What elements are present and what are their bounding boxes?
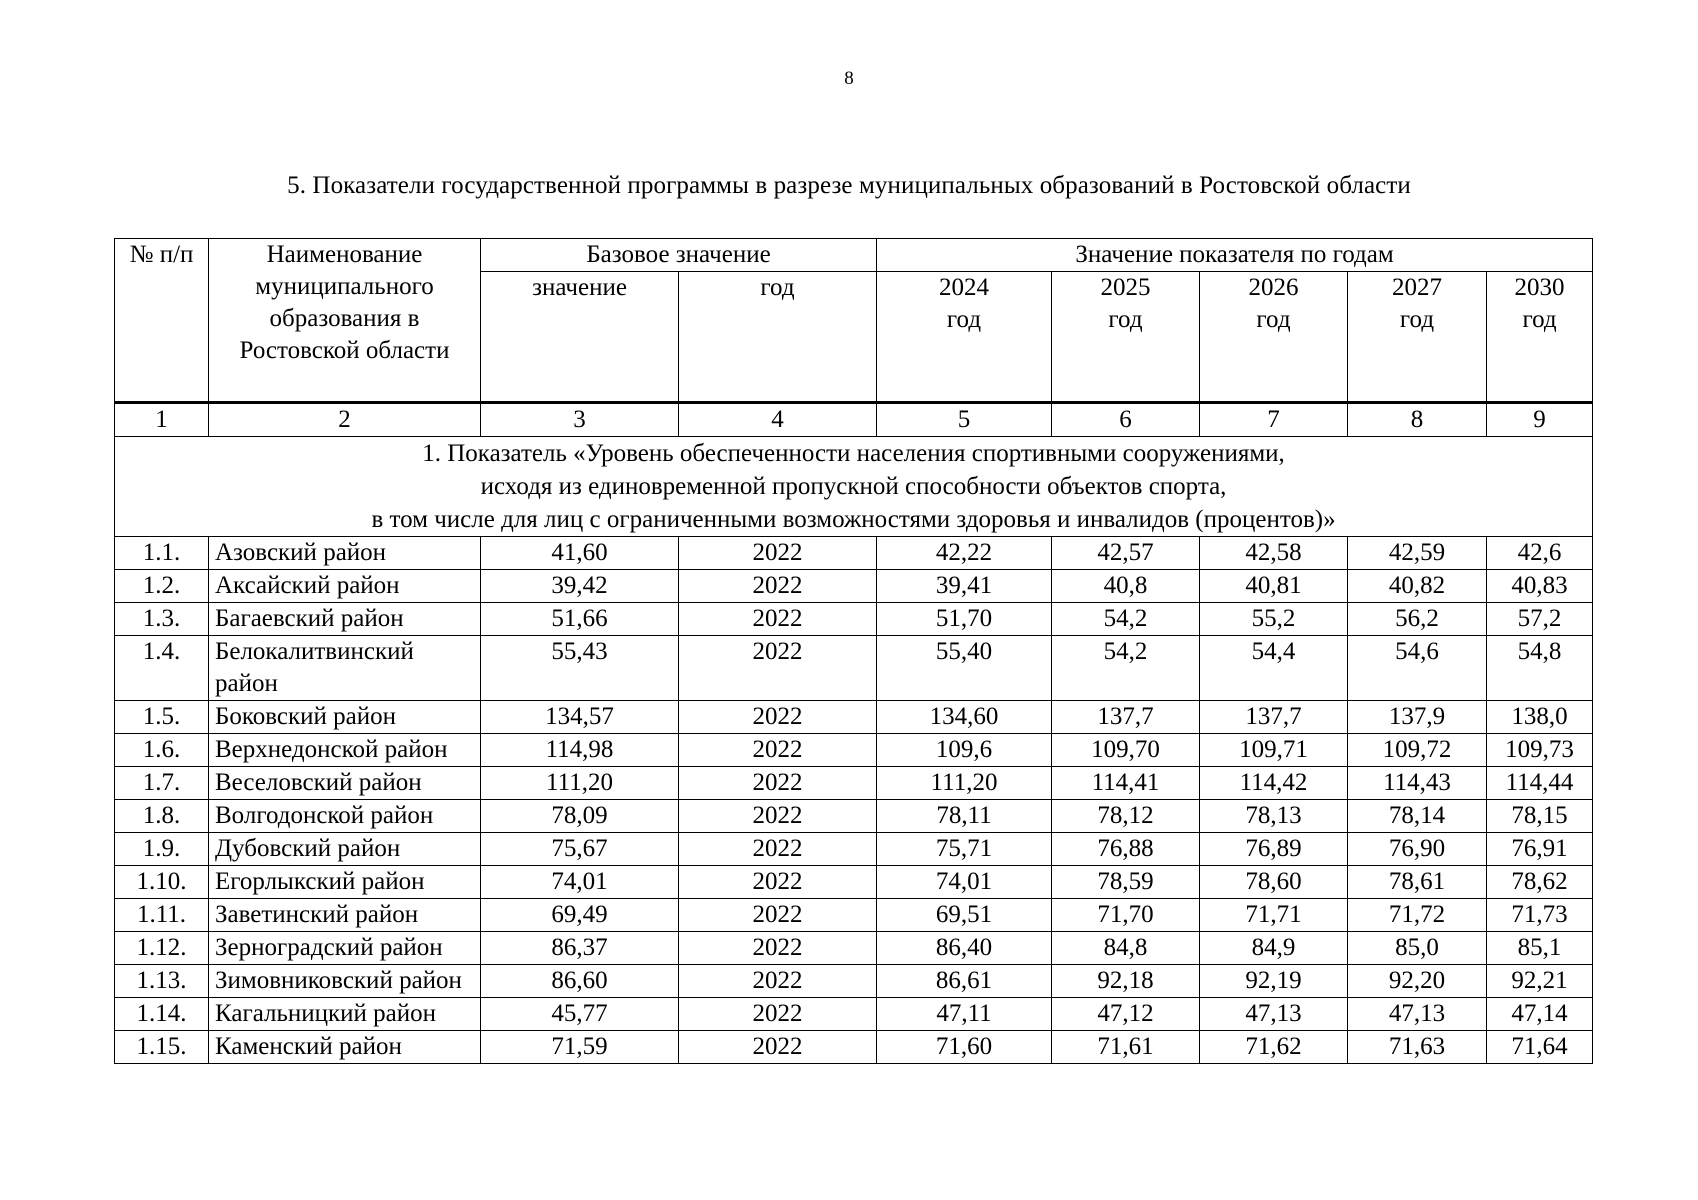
municipality-name: Верхнедонской район xyxy=(209,734,481,767)
table-row xyxy=(115,701,1593,734)
table-row xyxy=(115,833,1593,866)
value-2026: 109,71 xyxy=(1200,734,1348,767)
base-year: 2022 xyxy=(679,734,877,767)
value-2024: 86,61 xyxy=(877,965,1052,998)
municipality-name: Заветинский район xyxy=(209,899,481,932)
municipality-name: Дубовский район xyxy=(209,833,481,866)
value-2025: 78,59 xyxy=(1052,866,1200,899)
municipality-name: Каменский район xyxy=(209,1031,481,1064)
base-value: 51,66 xyxy=(481,603,679,636)
municipality-name: Боковский район xyxy=(209,701,481,734)
value-2027: 56,2 xyxy=(1348,603,1487,636)
table-row xyxy=(115,767,1593,800)
table-row xyxy=(115,636,1593,701)
value-2024: 69,51 xyxy=(877,899,1052,932)
header-year-col: 2025 год xyxy=(1052,272,1200,403)
value-2030: 92,21 xyxy=(1487,965,1593,998)
municipality-name: Веселовский район xyxy=(209,767,481,800)
base-value: 86,60 xyxy=(481,965,679,998)
table-row xyxy=(115,570,1593,603)
base-year: 2022 xyxy=(679,701,877,734)
table-body xyxy=(115,403,1593,537)
table-header xyxy=(115,239,1593,403)
value-2024: 55,40 xyxy=(877,636,1052,701)
column-number: 8 xyxy=(1348,403,1487,437)
value-2025: 47,12 xyxy=(1052,998,1200,1031)
row-number: 1.4. xyxy=(115,636,209,701)
table-row xyxy=(115,800,1593,833)
base-year: 2022 xyxy=(679,767,877,800)
base-year: 2022 xyxy=(679,899,877,932)
value-2025: 42,57 xyxy=(1052,537,1200,570)
row-number: 1.14. xyxy=(115,998,209,1031)
value-2025: 54,2 xyxy=(1052,636,1200,701)
base-value: 86,37 xyxy=(481,932,679,965)
value-2026: 137,7 xyxy=(1200,701,1348,734)
table-row xyxy=(115,1031,1593,1064)
value-2026: 92,19 xyxy=(1200,965,1348,998)
value-2026: 42,58 xyxy=(1200,537,1348,570)
column-number: 7 xyxy=(1200,403,1348,437)
base-year: 2022 xyxy=(679,866,877,899)
header-year-col: 2026 год xyxy=(1200,272,1348,403)
value-2025: 92,18 xyxy=(1052,965,1200,998)
base-value: 55,43 xyxy=(481,636,679,701)
value-2024: 42,22 xyxy=(877,537,1052,570)
municipality-name: Аксайский район xyxy=(209,570,481,603)
row-number: 1.11. xyxy=(115,899,209,932)
value-2030: 109,73 xyxy=(1487,734,1593,767)
base-year: 2022 xyxy=(679,965,877,998)
row-number: 1.1. xyxy=(115,537,209,570)
table-row xyxy=(115,899,1593,932)
base-year: 2022 xyxy=(679,636,877,701)
base-value: 45,77 xyxy=(481,998,679,1031)
value-2025: 84,8 xyxy=(1052,932,1200,965)
table-row xyxy=(115,537,1593,570)
value-2024: 74,01 xyxy=(877,866,1052,899)
municipality-name: Азовский район xyxy=(209,537,481,570)
page-number: 8 xyxy=(844,68,854,89)
value-2026: 71,71 xyxy=(1200,899,1348,932)
base-value: 75,67 xyxy=(481,833,679,866)
value-2030: 57,2 xyxy=(1487,603,1593,636)
value-2027: 54,6 xyxy=(1348,636,1487,701)
value-2026: 78,60 xyxy=(1200,866,1348,899)
table-row xyxy=(115,932,1593,965)
value-2030: 40,83 xyxy=(1487,570,1593,603)
municipality-name: Кагальницкий район xyxy=(209,998,481,1031)
value-2024: 71,60 xyxy=(877,1031,1052,1064)
section-heading-row xyxy=(115,437,1593,537)
municipality-name: Зерноградский район xyxy=(209,932,481,965)
value-2026: 71,62 xyxy=(1200,1031,1348,1064)
value-2026: 76,89 xyxy=(1200,833,1348,866)
section-heading-line: исходя из единовременной пропускной способности объектов спорта, xyxy=(480,473,1227,500)
section-heading-line: в том числе для лиц с ограниченными возможностями здоровья и инвалидов (процентов)» xyxy=(371,506,1336,533)
value-2030: 42,6 xyxy=(1487,537,1593,570)
value-2030: 78,15 xyxy=(1487,800,1593,833)
base-value: 111,20 xyxy=(481,767,679,800)
base-year: 2022 xyxy=(679,570,877,603)
value-2030: 138,0 xyxy=(1487,701,1593,734)
value-2030: 76,91 xyxy=(1487,833,1593,866)
row-number: 1.9. xyxy=(115,833,209,866)
value-2026: 84,9 xyxy=(1200,932,1348,965)
municipality-name: Волгодонской район xyxy=(209,800,481,833)
value-2030: 85,1 xyxy=(1487,932,1593,965)
column-number: 9 xyxy=(1487,403,1593,437)
value-2027: 76,90 xyxy=(1348,833,1487,866)
value-2024: 47,11 xyxy=(877,998,1052,1031)
header-base-year: год xyxy=(679,272,877,403)
row-number: 1.6. xyxy=(115,734,209,767)
base-value: 71,59 xyxy=(481,1031,679,1064)
value-2025: 40,8 xyxy=(1052,570,1200,603)
base-value: 69,49 xyxy=(481,899,679,932)
value-2030: 71,64 xyxy=(1487,1031,1593,1064)
value-2027: 92,20 xyxy=(1348,965,1487,998)
value-2026: 47,13 xyxy=(1200,998,1348,1031)
value-2030: 71,73 xyxy=(1487,899,1593,932)
header-year-col: 2030 год xyxy=(1487,272,1593,403)
table-row xyxy=(115,734,1593,767)
value-2027: 137,9 xyxy=(1348,701,1487,734)
value-2024: 39,41 xyxy=(877,570,1052,603)
value-2027: 71,72 xyxy=(1348,899,1487,932)
table-row xyxy=(115,603,1593,636)
municipality-name: Егорлыкский район xyxy=(209,866,481,899)
value-2026: 54,4 xyxy=(1200,636,1348,701)
base-value: 134,57 xyxy=(481,701,679,734)
value-2025: 71,70 xyxy=(1052,899,1200,932)
value-2025: 71,61 xyxy=(1052,1031,1200,1064)
value-2024: 109,6 xyxy=(877,734,1052,767)
municipality-name: Белокалитвинский район xyxy=(209,636,481,701)
base-year: 2022 xyxy=(679,833,877,866)
value-2027: 85,0 xyxy=(1348,932,1487,965)
header-year-col: 2024 год xyxy=(877,272,1052,403)
header-name: Наименование муниципального образования в Ростовской области xyxy=(209,239,481,403)
row-number: 1.10. xyxy=(115,866,209,899)
value-2030: 54,8 xyxy=(1487,636,1593,701)
value-2024: 78,11 xyxy=(877,800,1052,833)
base-value: 41,60 xyxy=(481,537,679,570)
value-2027: 78,61 xyxy=(1348,866,1487,899)
document-title: 5. Показатели государственной программы в разрезе муниципальных образований в Ростовской области xyxy=(287,172,1411,199)
table-row xyxy=(115,866,1593,899)
header-num: № п/п xyxy=(115,239,209,403)
section-heading xyxy=(115,437,1593,537)
header-base-group: Базовое значение xyxy=(481,239,877,272)
base-year: 2022 xyxy=(679,537,877,570)
value-2025: 76,88 xyxy=(1052,833,1200,866)
municipality-name: Багаевский район xyxy=(209,603,481,636)
column-number: 4 xyxy=(679,403,877,437)
row-number: 1.13. xyxy=(115,965,209,998)
value-2027: 42,59 xyxy=(1348,537,1487,570)
base-year: 2022 xyxy=(679,603,877,636)
row-number: 1.3. xyxy=(115,603,209,636)
value-2027: 47,13 xyxy=(1348,998,1487,1031)
data-rows xyxy=(115,537,1593,1064)
row-number: 1.7. xyxy=(115,767,209,800)
row-number: 1.2. xyxy=(115,570,209,603)
column-number: 2 xyxy=(209,403,481,437)
column-numbering-row xyxy=(115,403,1593,437)
base-year: 2022 xyxy=(679,998,877,1031)
column-number: 3 xyxy=(481,403,679,437)
column-number: 6 xyxy=(1052,403,1200,437)
value-2027: 78,14 xyxy=(1348,800,1487,833)
value-2025: 78,12 xyxy=(1052,800,1200,833)
table-row xyxy=(115,965,1593,998)
row-number: 1.8. xyxy=(115,800,209,833)
section-heading-line: 1. Показатель «Уровень обеспеченности населения спортивными сооружениями, xyxy=(422,440,1285,467)
base-value: 114,98 xyxy=(481,734,679,767)
value-2026: 114,42 xyxy=(1200,767,1348,800)
value-2024: 86,40 xyxy=(877,932,1052,965)
value-2027: 109,72 xyxy=(1348,734,1487,767)
base-value: 78,09 xyxy=(481,800,679,833)
value-2026: 78,13 xyxy=(1200,800,1348,833)
value-2030: 114,44 xyxy=(1487,767,1593,800)
row-number: 1.12. xyxy=(115,932,209,965)
base-year: 2022 xyxy=(679,800,877,833)
header-years-group: Значение показателя по годам xyxy=(877,239,1593,272)
row-number: 1.15. xyxy=(115,1031,209,1064)
row-number: 1.5. xyxy=(115,701,209,734)
value-2026: 40,81 xyxy=(1200,570,1348,603)
value-2024: 111,20 xyxy=(877,767,1052,800)
value-2030: 47,14 xyxy=(1487,998,1593,1031)
value-2027: 114,43 xyxy=(1348,767,1487,800)
header-base-value: значение xyxy=(481,272,679,403)
value-2024: 75,71 xyxy=(877,833,1052,866)
base-year: 2022 xyxy=(679,932,877,965)
value-2026: 55,2 xyxy=(1200,603,1348,636)
value-2025: 54,2 xyxy=(1052,603,1200,636)
municipality-name: Зимовниковский район xyxy=(209,965,481,998)
value-2024: 51,70 xyxy=(877,603,1052,636)
value-2027: 71,63 xyxy=(1348,1031,1487,1064)
base-value: 39,42 xyxy=(481,570,679,603)
value-2025: 137,7 xyxy=(1052,701,1200,734)
value-2027: 40,82 xyxy=(1348,570,1487,603)
column-number: 1 xyxy=(115,403,209,437)
value-2025: 114,41 xyxy=(1052,767,1200,800)
column-number: 5 xyxy=(877,403,1052,437)
value-2024: 134,60 xyxy=(877,701,1052,734)
base-year: 2022 xyxy=(679,1031,877,1064)
value-2025: 109,70 xyxy=(1052,734,1200,767)
value-2030: 78,62 xyxy=(1487,866,1593,899)
header-year-col: 2027 год xyxy=(1348,272,1487,403)
table-row xyxy=(115,998,1593,1031)
base-value: 74,01 xyxy=(481,866,679,899)
indicators-table xyxy=(114,238,1593,1064)
